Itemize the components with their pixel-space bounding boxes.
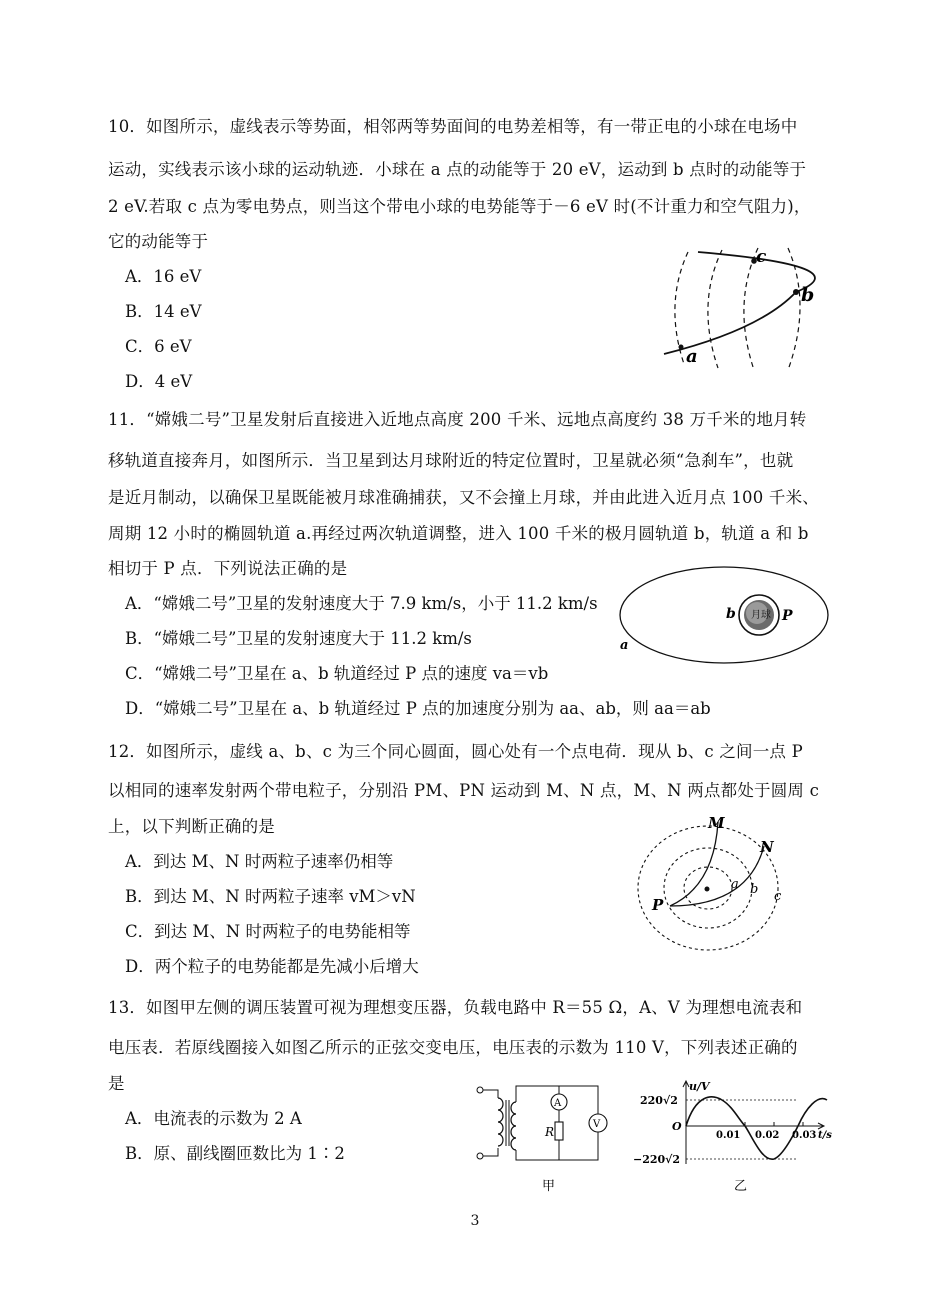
- q11-option-b: B．“嫦娥二号”卫星的发射速度大于 11.2 km/s: [125, 629, 472, 648]
- q10-line-3: 2 eV.若取 c 点为零电势点，则当这个带电小球的电势能等于－6 eV 时(不计重力和空气阻力)，: [108, 197, 811, 216]
- q13-caption-jia: 甲: [542, 1179, 556, 1194]
- q10-line-2: 运动，实线表示该小球的运动轨迹．小球在 a 点的动能等于 20 eV，运动到 b 点时的动能等于: [108, 160, 807, 179]
- q13-resistor-label: R: [545, 1125, 555, 1139]
- q13-tick-2: 0.02: [755, 1130, 780, 1141]
- q11-label-p: P: [782, 608, 793, 624]
- q12-label-n: N: [760, 838, 774, 856]
- q13-origin: O: [672, 1120, 682, 1133]
- q12-option-d: D．两个粒子的电势能都是先减小后增大: [125, 957, 419, 976]
- q12-label-a: a: [731, 877, 739, 892]
- q11-moon-label: 月球: [751, 610, 771, 621]
- q11-line-2: 移轨道直接奔月，如图所示．当卫星到达月球附近的特定位置时，卫星就必须“急刹车”，也就: [108, 451, 794, 470]
- q13-ymin: −220√2: [633, 1153, 681, 1166]
- q11-option-a: A．“嫦娥二号”卫星的发射速度大于 7.9 km/s，小于 11.2 km/s: [125, 594, 598, 613]
- q11-line-1: 11．“嫦娥二号”卫星发射后直接进入近地点高度 200 千米、远地点高度约 38 万千米的地月转: [108, 410, 807, 429]
- q11-figure: [615, 560, 847, 672]
- q13-line-2: 电压表．若原线圈接入如图乙所示的正弦交变电压，电压表的示数为 110 V，下列表述正确的: [108, 1038, 798, 1057]
- q10-label-b: b: [801, 284, 815, 306]
- q13-xlabel: t/s: [818, 1130, 832, 1141]
- q13-ylabel: u/V: [689, 1080, 710, 1093]
- q12-option-a: A．到达 M、N 时两粒子速率仍相等: [125, 852, 394, 871]
- q12-label-p: P: [652, 896, 664, 914]
- q11-line-3: 是近月制动，以确保卫星既能被月球准确捕获，又不会撞上月球，并由此进入近月点 100 千米、: [108, 488, 819, 507]
- q10-line-1: 10．如图所示，虚线表示等势面，相邻两等势面间的电势差相等，有一带正电的小球在电场中: [108, 117, 798, 136]
- q11-line-5: 相切于 P 点．下列说法正确的是: [108, 559, 348, 578]
- q10-figure: [650, 244, 830, 374]
- q13-ammeter-label: A: [554, 1098, 562, 1109]
- q10-line-4: 它的动能等于: [108, 232, 209, 251]
- q13-tick-3: 0.03: [792, 1130, 817, 1141]
- q13-tick-1: 0.01: [716, 1130, 741, 1141]
- q10-label-a: a: [686, 346, 698, 367]
- q10-option-b: B．14 eV: [125, 302, 202, 321]
- q10-label-c: c: [756, 247, 767, 267]
- q13-option-b: B．原、副线圈匝数比为 1∶2: [125, 1144, 345, 1163]
- q13-ymax: 220√2: [640, 1094, 678, 1107]
- q12-line-3: 上，以下判断正确的是: [108, 817, 275, 836]
- q13-caption-yi: 乙: [734, 1179, 748, 1194]
- q10-option-a: A．16 eV: [125, 267, 202, 286]
- q12-option-c: C．到达 M、N 时两粒子的电势能相等: [125, 922, 411, 941]
- q13-voltmeter-label: V: [593, 1119, 601, 1130]
- q13-circuit-figure: [470, 1080, 620, 1198]
- q13-sine-figure: [628, 1078, 838, 1198]
- q12-line-1: 12．如图所示，虚线 a、b、c 为三个同心圆面，圆心处有一个点电荷．现从 b、c 之间一点 P: [108, 742, 803, 761]
- q12-label-b: b: [750, 882, 759, 897]
- q10-option-c: C．6 eV: [125, 337, 192, 356]
- page-number: 3: [470, 1213, 480, 1229]
- q11-option-c: C．“嫦娥二号”卫星在 a、b 轨道经过 P 点的速度 va＝vb: [125, 664, 549, 683]
- q12-label-m: M: [708, 814, 725, 832]
- q12-line-2: 以相同的速率发射两个带电粒子，分别沿 PM、PN 运动到 M、N 点，M、N 两点都处于圆周 c: [108, 781, 820, 800]
- q12-option-b: B．到达 M、N 时两粒子速率 vM＞vN: [125, 887, 416, 906]
- q11-label-a: a: [620, 638, 629, 653]
- q13-option-a: A．电流表的示数为 2 A: [125, 1109, 302, 1128]
- q11-label-b: b: [726, 606, 736, 622]
- q10-option-d: D．4 eV: [125, 372, 193, 391]
- q12-figure: [636, 812, 800, 970]
- q12-label-c: c: [774, 889, 782, 904]
- q11-option-d: D．“嫦娥二号”卫星在 a、b 轨道经过 P 点的加速度分别为 aa、ab，则 aa＝ab: [125, 699, 711, 718]
- q11-line-4: 周期 12 小时的椭圆轨道 a.再经过两次轨道调整，进入 100 千米的极月圆轨道 b，轨道 a 和 b: [108, 524, 809, 543]
- q13-line-1: 13．如图甲左侧的调压装置可视为理想变压器，负载电路中 R＝55 Ω，A、V 为理想电流表和: [108, 998, 803, 1017]
- q13-line-3: 是: [108, 1074, 125, 1093]
